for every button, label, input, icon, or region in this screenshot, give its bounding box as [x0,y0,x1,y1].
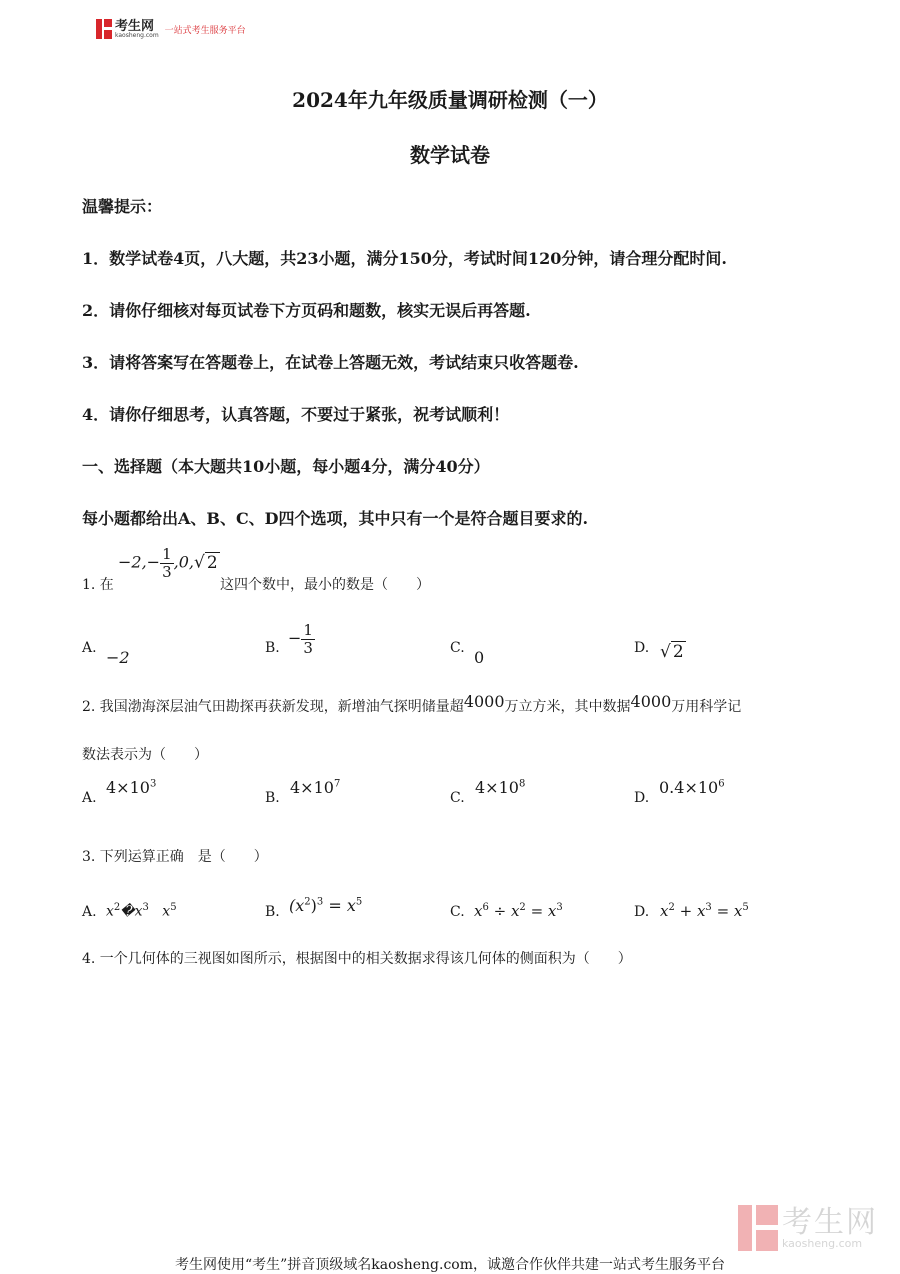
q2-option-a-label: A. [82,790,97,806]
header-logo [96,18,246,40]
q1-option-d-label: D. [634,640,650,656]
section-heading: 一、选择题（本大题共10小题，每小题4分，满分40分） [82,457,490,476]
q1-option-d: √ 2 [660,642,684,662]
logo-mark-icon [96,19,112,39]
q2-option-c-label: C. [450,790,465,806]
question-1-prefix: 1. 在 [82,577,114,593]
tip-item: 4．请你仔细思考，认真答题，不要过于紧张，祝考试顺利！ [82,405,510,424]
section-instruction: 每小题都给出A、B、C、D四个选项，其中只有一个是符合题目要求的. [82,509,589,528]
q1-option-c: 0 [474,648,485,667]
tip-item: 3．请将答案写在答题卷上，在试卷上答题无效，考试结束只收答题卷. [82,353,579,372]
question-2-stem-cont: 数法表示为（ ） [82,747,208,763]
q2-option-d: $0.4\times 10^6$ [659,778,725,797]
watermark-name: 考生网 [782,1204,878,1240]
tip-item: 1．数学试卷4页，八大题，共23小题，满分150分，考试时间120分钟，请合理分配时间. [82,249,727,268]
question-1-number-set: −2,− $\frac{1}{3}$ ,0,√ 2 [118,545,218,581]
watermark-mark-icon [738,1205,778,1251]
question-1-stem: 这四个数中，最小的数是（ ） [220,577,430,593]
page-subtitle: 数学试卷 [410,143,490,167]
watermark-domain: kaosheng.com [782,1236,863,1250]
q3-option-a-label: A. [82,904,97,920]
question-2-stem: 2. 我国渤海深层油气田勘探再获新发现，新增油气探明储量超4000万立方米，其中数据4000万用科学记 [82,692,742,715]
q2-option-b-label: B. [265,790,280,806]
page-footer: 考生网使用“考生”拼音顶级域名kaosheng.com，诚邀合作伙伴共建一站式考生服务平台 [174,1257,726,1273]
q2-option-b: $4\times 10^7$ [290,778,341,797]
q1-option-b: − $\frac{1}{3}$ [288,621,313,657]
watermark-logo [738,1205,878,1251]
logo-domain: kaosheng.com [115,31,159,39]
q3-option-a: $x^2�x^3$ $x^5$ [106,902,177,920]
q3-option-c-label: C. [450,904,465,920]
q2-option-d-label: D. [634,790,650,806]
q1-option-b-label: B. [265,640,280,656]
q3-option-b: $(x^2)^3 = x^5$ [289,896,363,915]
q2-option-a: $4\times 10^3$ [106,778,157,797]
q3-option-b-label: B. [265,904,280,920]
logo-name: 考生网 [115,18,155,34]
q1-option-a-label: A. [82,640,97,656]
q3-option-c: $x^6 \div x^2 = x^3$ [474,902,563,920]
q3-option-d: $x^2 + x^3 = x^5$ [660,902,749,920]
q2-option-c: $4\times 10^8$ [475,778,526,797]
page-title: 2024年九年级质量调研检测（一） [292,88,608,112]
q3-option-d-label: D. [634,904,650,920]
question-4-stem: 4. 一个几何体的三视图如图所示，根据图中的相关数据求得该几何体的侧面积为（ ） [82,951,632,967]
question-3-stem: 3. 下列运算正确 是（ ） [82,849,268,865]
q1-option-c-label: C. [450,640,465,656]
logo-slogan: 一站式考生服务平台 [164,25,246,36]
tip-item: 2．请你仔细核对每页试卷下方页码和题数，核实无误后再答题. [82,301,531,320]
tips-heading: 温馨提示： [82,197,163,216]
q1-option-a: −2 [106,648,130,667]
